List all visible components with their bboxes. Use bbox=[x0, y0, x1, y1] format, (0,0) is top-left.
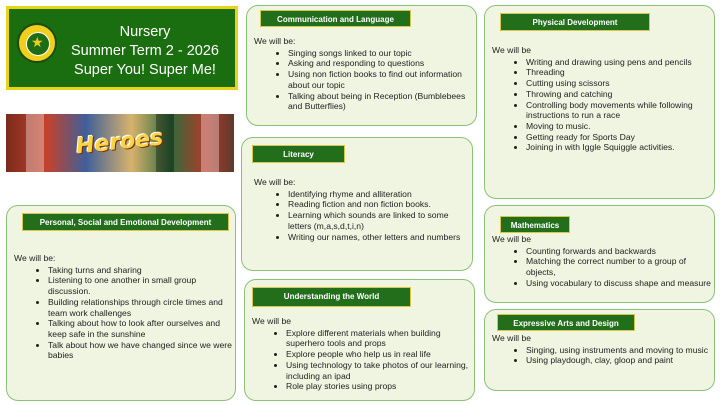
list-expressive-arts-design bbox=[492, 333, 712, 366]
list-item: • Talking about being in Reception (Bumblebees and Butterflies) bbox=[288, 91, 474, 112]
heroes-banner-image bbox=[6, 114, 234, 172]
list-item: • Threading bbox=[526, 67, 712, 78]
heading-communication-language: Communication and Language bbox=[260, 10, 411, 27]
list-item: • Learning which sounds are linked to some letters (m,a,s,d,t,i,n) bbox=[288, 210, 470, 231]
list-item: • Talk about how we have changed since we were babies bbox=[48, 340, 234, 361]
page-title bbox=[59, 23, 231, 80]
list-item: • Talking about how to look after ourselves and keep safe in the sunshine bbox=[48, 318, 234, 339]
intro-text: We will be: bbox=[14, 253, 56, 263]
title-line-1: Nursery bbox=[119, 24, 171, 40]
list-physical-development bbox=[492, 45, 712, 153]
list-literacy bbox=[254, 177, 470, 242]
list-item: • Moving to music. bbox=[526, 121, 712, 132]
list-mathematics bbox=[492, 234, 712, 289]
intro-text: We will be bbox=[252, 316, 292, 326]
list-item: • Using vocabulary to discuss shape and measure bbox=[526, 278, 712, 289]
list-item: • Using technology to take photos of our learning, including an ipad bbox=[286, 360, 473, 381]
title-line-3: Super You! Super Me! bbox=[74, 62, 216, 78]
intro-text: We will be bbox=[492, 333, 532, 343]
list-item: • Throwing and catching bbox=[526, 89, 712, 100]
list-item: • Asking and responding to questions bbox=[288, 58, 474, 69]
list-item: • Controlling body movements while following instructions to run a race bbox=[526, 100, 712, 121]
list-item: • Using playdough, clay, gloop and paint bbox=[526, 355, 712, 366]
list-item: • Identifying rhyme and alliteration bbox=[288, 189, 470, 200]
list-item: • Explore different materials when building superhero tools and props bbox=[286, 328, 473, 349]
list-item: • Reading fiction and non fiction books. bbox=[288, 199, 470, 210]
heading-understanding-world: Understanding the World bbox=[252, 287, 411, 307]
list-item: • Role play stories using props bbox=[286, 381, 473, 392]
banner-text: Heroes bbox=[74, 125, 165, 160]
list-item: • Writing our names, other letters and numbers bbox=[288, 232, 470, 243]
heading-physical-development: Physical Development bbox=[500, 13, 650, 31]
list-item: • Using non fiction books to find out information about our topic bbox=[288, 69, 474, 90]
heading-mathematics: Mathematics bbox=[500, 216, 570, 233]
title-box bbox=[6, 6, 238, 90]
list-item: • Matching the correct number to a group of objects, bbox=[526, 256, 712, 277]
list-item: • Taking turns and sharing bbox=[48, 265, 234, 276]
list-item: • Getting ready for Sports Day bbox=[526, 132, 712, 143]
list-item: • Counting forwards and backwards bbox=[526, 246, 712, 257]
intro-text: We will be bbox=[492, 45, 532, 55]
list-item: • Explore people who help us in real life bbox=[286, 349, 473, 360]
list-communication-language bbox=[254, 36, 474, 112]
list-item: • Building relationships through circle times and team work challenges bbox=[48, 297, 234, 318]
list-item: • Singing songs linked to our topic bbox=[288, 48, 474, 59]
intro-text: We will be bbox=[492, 234, 532, 244]
intro-text: We will be: bbox=[254, 36, 296, 46]
list-item: • Cutting using scissors bbox=[526, 78, 712, 89]
list-understanding-world bbox=[252, 316, 473, 392]
title-line-2: Summer Term 2 - 2026 bbox=[70, 43, 219, 59]
school-logo-icon bbox=[17, 23, 57, 63]
list-personal-social-emotional bbox=[14, 253, 234, 361]
list-item: • Joining in with Iggle Squiggle activities. bbox=[526, 142, 712, 153]
intro-text: We will be: bbox=[254, 177, 296, 187]
heading-personal-social-emotional: Personal, Social and Emotional Development bbox=[22, 213, 229, 231]
list-item: • Writing and drawing using pens and pencils bbox=[526, 57, 712, 68]
list-item: • Listening to one another in small group discussion. bbox=[48, 275, 234, 296]
heading-expressive-arts-design: Expressive Arts and Design bbox=[497, 314, 635, 331]
list-item: • Singing, using instruments and moving to music bbox=[526, 345, 712, 356]
heading-literacy: Literacy bbox=[252, 145, 345, 163]
